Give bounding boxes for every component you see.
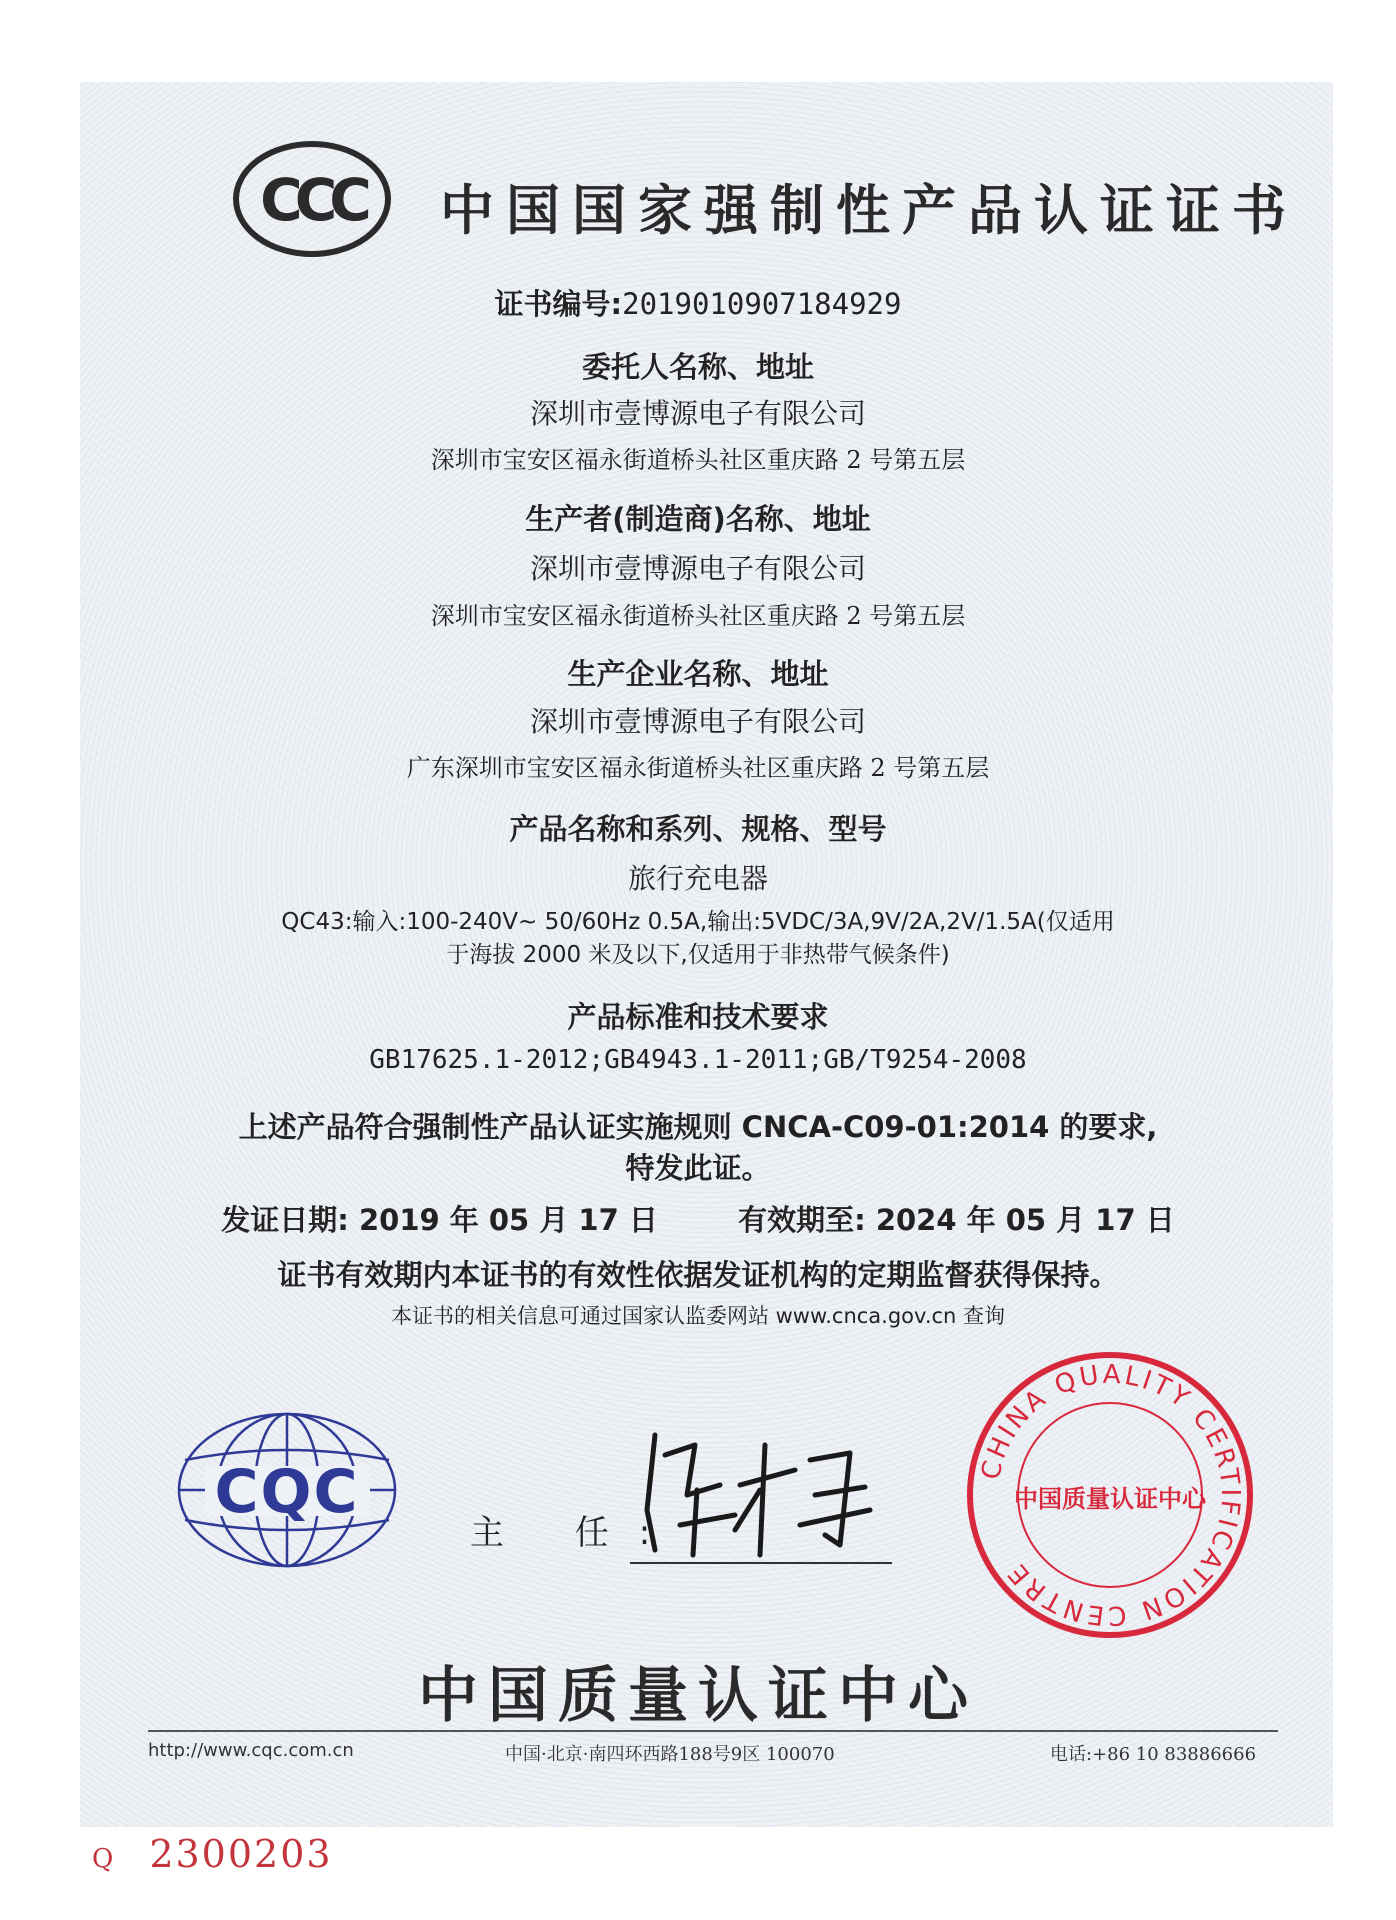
director-label: 主 任: [470, 1513, 681, 1553]
manufacturer-heading: 生产者(制造商)名称、地址 [525, 502, 871, 536]
cert-number-row [0, 282, 1396, 323]
conformity-line1: 上述产品符合强制性产品认证实施规则 CNCA-C09-01:2014 的要求, [238, 1110, 1158, 1144]
issue-date-label: 发证日期: [221, 1203, 349, 1237]
conformity-line2: 特发此证。 [625, 1151, 771, 1185]
client-address: 深圳市宝安区福永街道桥头社区重庆路 2 号第五层 [430, 446, 966, 474]
dates-row [0, 1198, 1396, 1239]
valid-until: 2024 年 05 月 17 日 [875, 1203, 1175, 1237]
cert-number-label: 证书编号: [494, 287, 623, 321]
valid-until-label: 有效期至: [738, 1203, 866, 1237]
svg-text:中国质量认证中心: 中国质量认证中心 [1014, 1484, 1206, 1513]
manufacturer-name: 深圳市壹博源电子有限公司 [529, 552, 866, 585]
footer-phone: 电话:+86 10 83886666 [1050, 1744, 1257, 1765]
certificate-title: 中国国家强制性产品认证证书 [440, 179, 1298, 242]
product-heading: 产品名称和系列、规格、型号 [509, 812, 887, 846]
standards-list: GB17625.1-2012;GB4943.1-2011;GB/T9254-2008 [369, 1045, 1027, 1075]
footer-divider [148, 1730, 1278, 1732]
query-note: 本证书的相关信息可通过国家认监委网站 www.cnca.gov.cn 查询 [390, 1304, 1006, 1328]
svg-text:CHINA QUALITY CERTIFICATION CE: CHINA QUALITY CERTIFICATION CENTRE [975, 1359, 1246, 1631]
footer-website[interactable]: http://www.cqc.com.cn [148, 1740, 354, 1761]
serial-prefix: Q [92, 1844, 114, 1874]
certification-seal [960, 1345, 1260, 1645]
manufacturer-address: 深圳市宝安区福永街道桥头社区重庆路 2 号第五层 [430, 602, 966, 630]
svg-text:CQC: CQC [214, 1457, 360, 1527]
signature-line [630, 1562, 892, 1564]
factory-heading: 生产企业名称、地址 [567, 657, 829, 691]
serial-number: 2300203 [149, 1832, 333, 1876]
client-name: 深圳市壹博源电子有限公司 [529, 397, 866, 430]
issuer-name: 中国质量认证中心 [418, 1661, 978, 1731]
product-spec-line2: 于海拔 2000 米及以下,仅适用于非热带气候条件) [446, 942, 950, 968]
svg-text:CCC: CCC [260, 166, 364, 234]
director-signature [625, 1415, 895, 1565]
ccc-logo [232, 140, 392, 258]
serial-number-row [92, 1832, 333, 1876]
product-name: 旅行充电器 [627, 862, 768, 895]
factory-name: 深圳市壹博源电子有限公司 [529, 705, 866, 738]
client-heading: 委托人名称、地址 [581, 350, 814, 384]
factory-address: 广东深圳市宝安区福永街道桥头社区重庆路 2 号第五层 [406, 754, 990, 782]
standards-heading: 产品标准和技术要求 [567, 1000, 829, 1034]
cert-number: 2019010907184929 [622, 287, 902, 321]
issue-date: 2019 年 05 月 17 日 [358, 1203, 658, 1237]
validity-note: 证书有效期内本证书的有效性依据发证机构的定期监督获得保持。 [277, 1258, 1119, 1292]
product-spec-line1: QC43:输入:100-240V~ 50/60Hz 0.5A,输出:5VDC/3A,9V/2A,2V/1.5A(仅适用 [281, 909, 1115, 935]
footer-address: 中国·北京·南四环西路188号9区 100070 [505, 1744, 835, 1765]
cqc-logo [175, 1410, 400, 1570]
